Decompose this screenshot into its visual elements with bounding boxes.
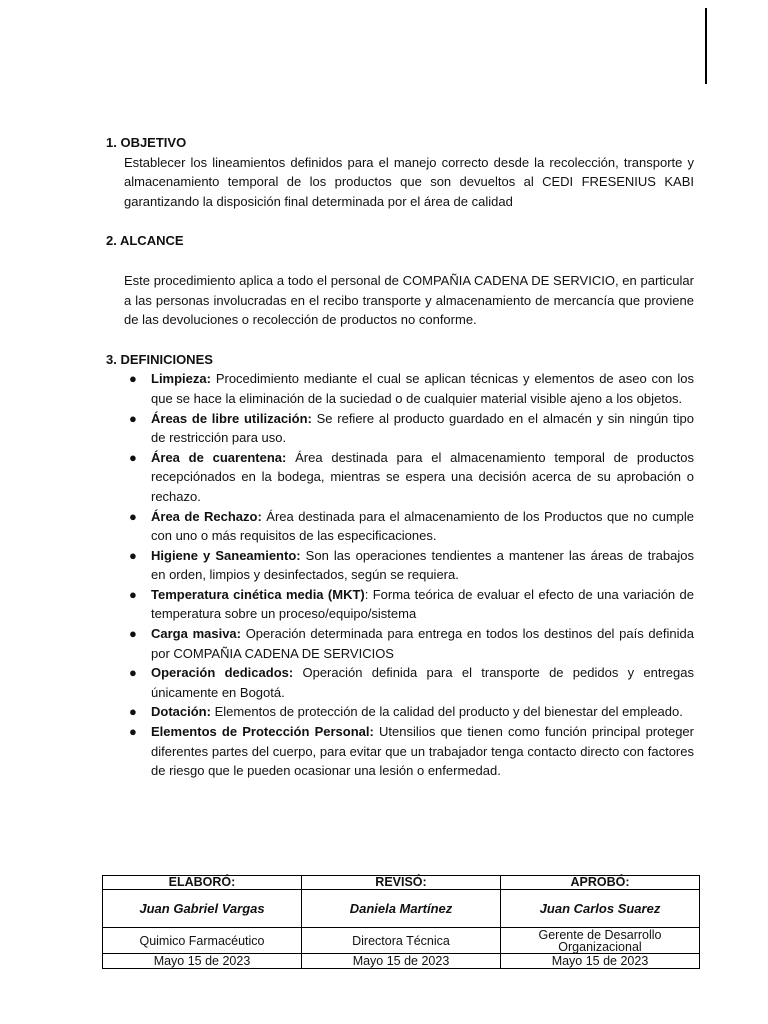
definition-text: Se refiere al producto guardado en el almacén y sin ningún tipo de restricción para uso. [151,410,694,446]
definition-term: Área de Rechazo: [151,508,262,524]
signature-header-row [103,876,700,890]
objetivo-heading: 1. OBJETIVO [106,135,187,150]
definition-item [106,585,694,624]
definition-term: Área de cuarentena: [151,449,287,465]
definition-term: Limpieza: [151,371,211,387]
bullet-icon: ● [129,547,137,563]
header-elaboro: ELABORÓ: [103,876,302,890]
definition-term: Elementos de Protección Personal: [151,724,374,740]
objetivo-text: Establecer los lineamientos definidos para el manejo correcto desde la recolección, transporte y almacenamiento temporal de los productos que son devueltos al CEDI FRESENIUS KABI garantizando la disposición final determinada por el área de calidad [124,154,694,209]
definition-text: Elementos de protección de la calidad del producto y del bienestar del empleado. [210,704,683,720]
date-reviso: Mayo 15 de 2023 [302,954,501,969]
name-elaboro: Juan Gabriel Vargas [103,890,302,928]
signature-dates-row [103,954,700,969]
definitions-list [106,369,694,780]
bullet-icon: ● [129,724,137,740]
signature-roles-row [103,928,700,954]
definiciones-heading: 3. DEFINICIONES [106,351,213,367]
bullet-icon: ● [129,371,137,387]
alcance-text: Este procedimiento aplica a todo el personal de COMPAÑIA CADENA DE SERVICIO, en particular a las personas involucradas en el recibo transporte y almacenamiento de mercancía que proviene de las devoluciones o recolección de productos no conforme. [124,272,694,328]
definition-text: Área destinada para el almacenamiento de los Productos que no cumple con uno o más requisitos de las especificaciones. [151,508,694,544]
definition-text: Operación definida para el transporte de pedidos y entregas únicamente en Bogotá. [151,665,694,700]
header-aprobo: APROBÓ: [501,876,700,890]
role-elaboro: Quimico Farmacéutico [103,928,302,954]
role-aprobo: Gerente de Desarrollo Organizacional [501,928,700,954]
signature-names-row [103,890,700,928]
date-elaboro: Mayo 15 de 2023 [103,954,302,969]
definition-term: Operación dedicados: [151,665,294,681]
definition-text: Operación determinada para entrega en todos los destinos del país definida por COMPAÑIA CADENA DE SERVICIOS [151,626,694,661]
definition-item [106,624,694,663]
bullet-icon: ● [129,665,137,681]
definition-item [106,369,694,408]
definition-item [106,663,694,702]
definition-term: Higiene y Saneamiento: [151,547,301,563]
definition-text: Área destinada para el almacenamiento temporal de productos recepciónados en la bodega, mientras se espera una decisión acerca de su aprobación o rechazo. [151,449,695,504]
bullet-icon: ● [129,586,137,602]
definition-term: Carga masiva: [151,626,241,642]
definition-item [106,702,694,722]
document-body [106,133,694,781]
definition-term: Temperatura cinética media (MKT) [151,586,365,602]
bullet-icon: ● [129,449,137,465]
header-reviso: REVISÓ: [302,876,501,890]
definition-item [106,409,694,448]
signature-table [102,875,700,969]
definition-text: Son las operaciones tendientes a mantener las áreas de trabajos en orden, limpios y desinfectados, según se requiera. [151,547,694,583]
bullet-icon: ● [129,508,137,524]
date-aprobo: Mayo 15 de 2023 [501,954,700,969]
alcance-heading: 2. ALCANCE [106,233,184,249]
definition-text: Procedimiento mediante el cual se aplican técnicas y elementos de aseo con los que se hace la eliminación de la suciedad o de cualquier material visible ajeno a los objetos. [151,371,694,406]
definition-item [106,507,694,546]
definition-item [106,448,694,507]
bullet-icon: ● [129,410,137,426]
definition-item [106,546,694,585]
definition-term: Áreas de libre utilización: [151,410,312,426]
name-aprobo: Juan Carlos Suarez [501,890,700,928]
bullet-icon: ● [129,704,137,720]
definition-text: Utensilios que tienen como función principal proteger diferentes partes del cuerpo, para evitar que un trabajador tenga contacto directo con factores de riesgo que le pueden ocasionar una lesión o enfermedad. [151,724,694,779]
definition-text: : Forma teórica de evaluar el efecto de una variación de temperatura sobre un proceso/equipo/sistema [151,586,694,622]
definition-item [106,722,694,781]
role-reviso: Directora Técnica [302,928,501,954]
bullet-icon: ● [129,626,137,642]
name-reviso: Daniela Martínez [302,890,501,928]
definition-term: Dotación: [151,704,211,720]
header-vertical-line [705,8,707,84]
